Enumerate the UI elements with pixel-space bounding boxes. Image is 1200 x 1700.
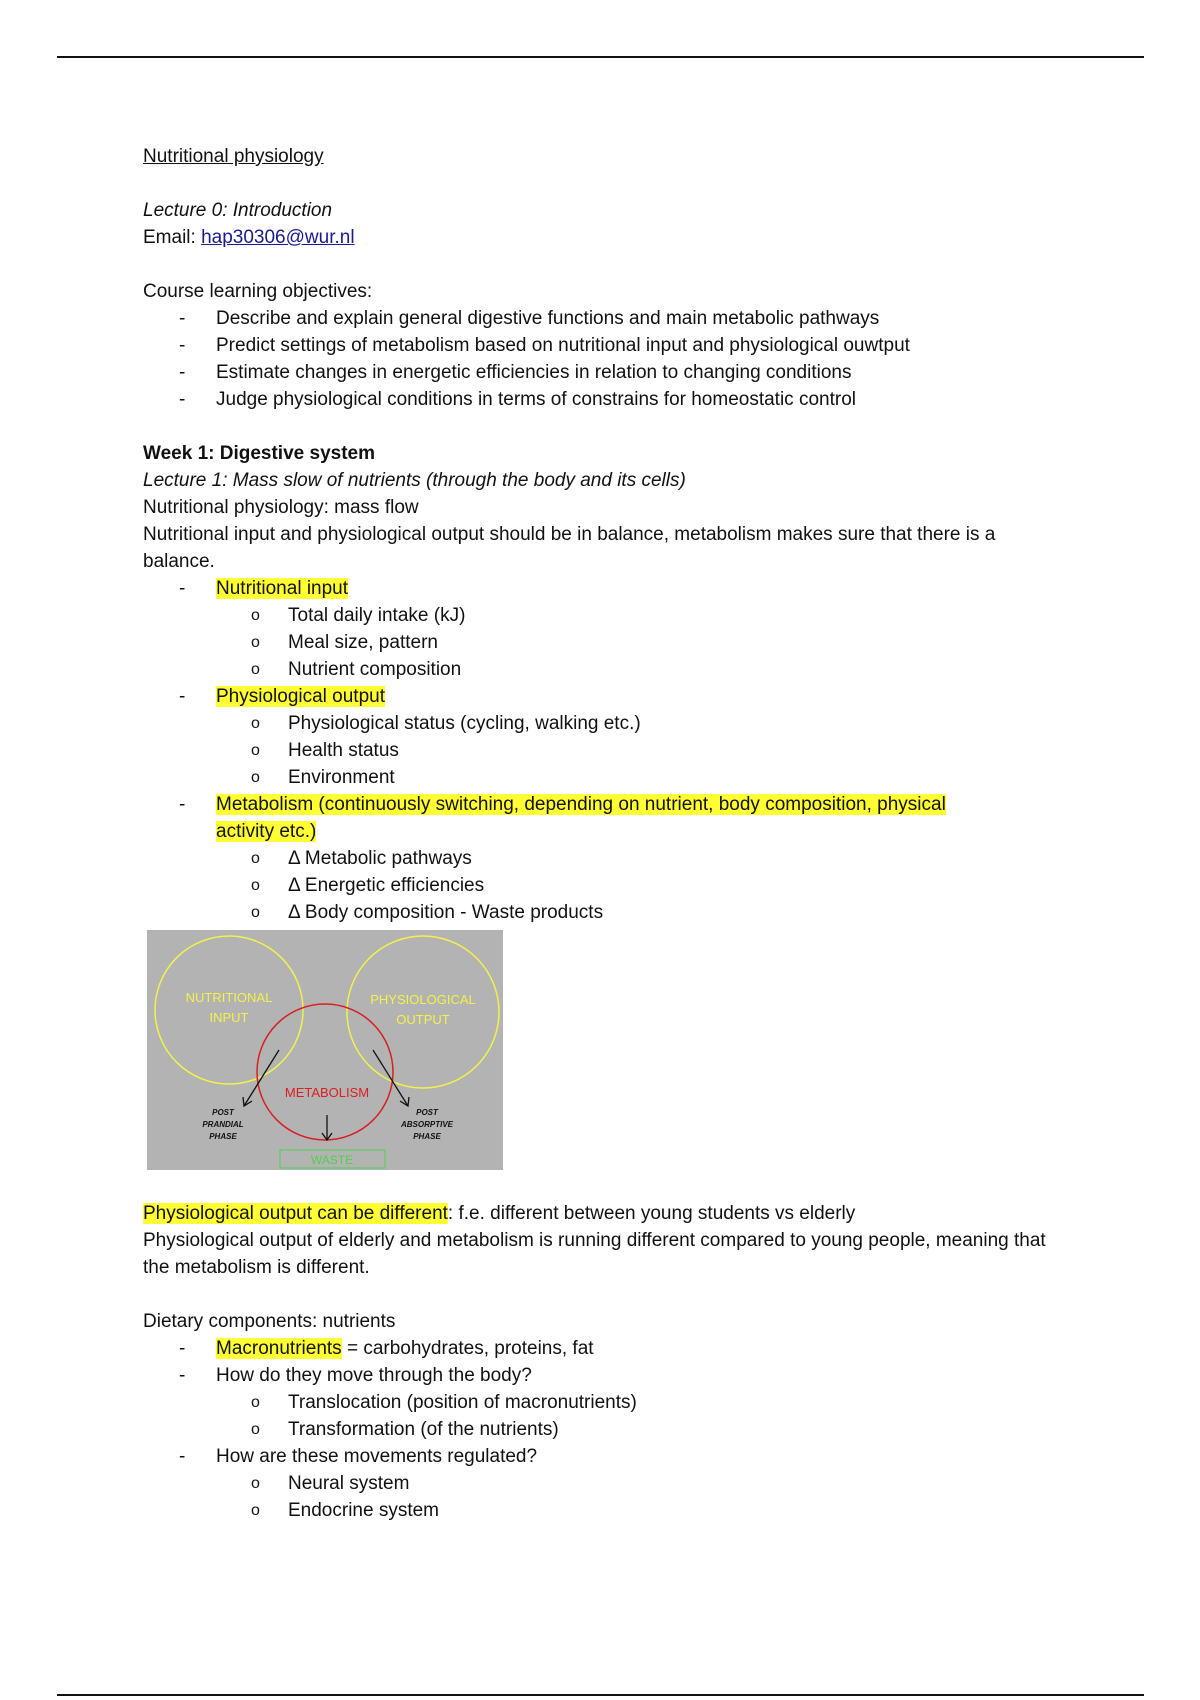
list-item [143, 1362, 1063, 1443]
move-question: How do they move through the body? [216, 1365, 532, 1386]
lecture1-heading: Lecture 1: Mass slow of nutrients (through the body and its cells) [143, 470, 686, 491]
dietary-list [143, 1335, 1063, 1524]
output-diff-rest: : f.e. different between young students vs elderly [447, 1203, 856, 1224]
sublist-item: o Physiological status (cycling, walking etc.) [143, 710, 1063, 737]
post-absorptive-label-line2: ABSORPTIVE [400, 1120, 454, 1129]
macronutrients-rest: = carbohydrates, proteins, fat [341, 1338, 594, 1359]
regulate-question: How are these movements regulated? [216, 1446, 538, 1467]
sublist [216, 1470, 1063, 1524]
nutritional-input-label-line2: INPUT [209, 1010, 249, 1025]
objectives-heading: Course learning objectives: [143, 281, 373, 302]
list-item [143, 1335, 1063, 1362]
document-body [143, 143, 1063, 1524]
sublist [216, 845, 1003, 926]
post-prandial-label-line1: POST [212, 1108, 234, 1117]
sublist-item: o Δ Metabolic pathways [143, 845, 1003, 872]
physiological-output-label-line1: PHYSIOLOGICAL [370, 992, 476, 1007]
email-line [143, 224, 1063, 251]
week1-subtitle: Nutritional physiology: mass flow [143, 497, 419, 518]
week1-heading: Week 1: Digestive system [143, 443, 375, 464]
sublist-item: o Δ Body composition - Waste products [143, 899, 1003, 926]
highlight-macronutrients: Macronutrients [216, 1338, 342, 1359]
list-item [143, 791, 1063, 926]
sublist [216, 1389, 1063, 1443]
email-link[interactable]: hap30306@wur.nl [201, 227, 355, 248]
highlight-metabolism: Metabolism (continuously switching, depending on nutrient, body composition, physical activity etc.) [216, 794, 946, 842]
sublist-item: o Total daily intake (kJ) [143, 602, 1063, 629]
metabolism-label: METABOLISM [284, 1085, 370, 1100]
post-absorptive-label-line1: POST [416, 1108, 438, 1117]
sublist-item: o Nutrient composition [143, 656, 1063, 683]
footer-rule [57, 1694, 1144, 1696]
list-item [143, 575, 1063, 683]
physiological-output-label-line2: OUTPUT [396, 1012, 450, 1027]
diagram-background [147, 930, 503, 1170]
list-item: - Describe and explain general digestive functions and main metabolic pathways [143, 305, 1063, 332]
post-prandial-label-line3: PHASE [209, 1132, 237, 1141]
list-item: - Judge physiological conditions in terms of constrains for homeostatic control [143, 386, 1063, 413]
highlight-nutritional-input: Nutritional input [216, 578, 349, 599]
highlight-physiological-output: Physiological output [216, 686, 385, 707]
list-item [143, 1443, 1063, 1524]
sublist-item: o Endocrine system [143, 1497, 1063, 1524]
week1-intro: Nutritional input and physiological output should be in balance, metabolism makes sure that there is a balance. [143, 524, 996, 572]
sublist-item: o Environment [143, 764, 1063, 791]
output-diff-line [143, 1200, 1063, 1227]
list-item: - Predict settings of metabolism based on nutritional input and physiological ouwtput [143, 332, 1063, 359]
objectives-list [143, 305, 1063, 413]
sublist-item: o Meal size, pattern [143, 629, 1063, 656]
sublist-item: o Translocation (position of macronutrients) [143, 1389, 1063, 1416]
header-rule [57, 56, 1144, 58]
sublist-item: o Transformation (of the nutrients) [143, 1416, 1063, 1443]
waste-label: WASTE [310, 1153, 354, 1167]
highlight-output-different: Physiological output can be different [143, 1203, 448, 1224]
lecture0-heading: Lecture 0: Introduction [143, 200, 333, 221]
post-prandial-label-line2: PRANDIAL [202, 1120, 244, 1129]
mass-flow-list [143, 575, 1063, 926]
sublist-item: o Health status [143, 737, 1063, 764]
mass-flow-diagram [147, 930, 503, 1170]
dietary-heading: Dietary components: nutrients [143, 1311, 396, 1332]
output-diff-body: Physiological output of elderly and metabolism is running different compared to young people, meaning that the metabolism is different. [143, 1230, 1046, 1278]
sublist-item: o Δ Energetic efficiencies [143, 872, 1003, 899]
sublist [216, 602, 1063, 683]
list-item: - Estimate changes in energetic efficiencies in relation to changing conditions [143, 359, 1063, 386]
post-absorptive-label-line3: PHASE [413, 1132, 441, 1141]
nutritional-input-label-line1: NUTRITIONAL [185, 990, 273, 1005]
sublist-item: o Neural system [143, 1470, 1063, 1497]
email-label: Email: [143, 227, 202, 248]
list-item [143, 683, 1063, 791]
page-title: Nutritional physiology [143, 146, 324, 167]
sublist [216, 710, 1063, 791]
